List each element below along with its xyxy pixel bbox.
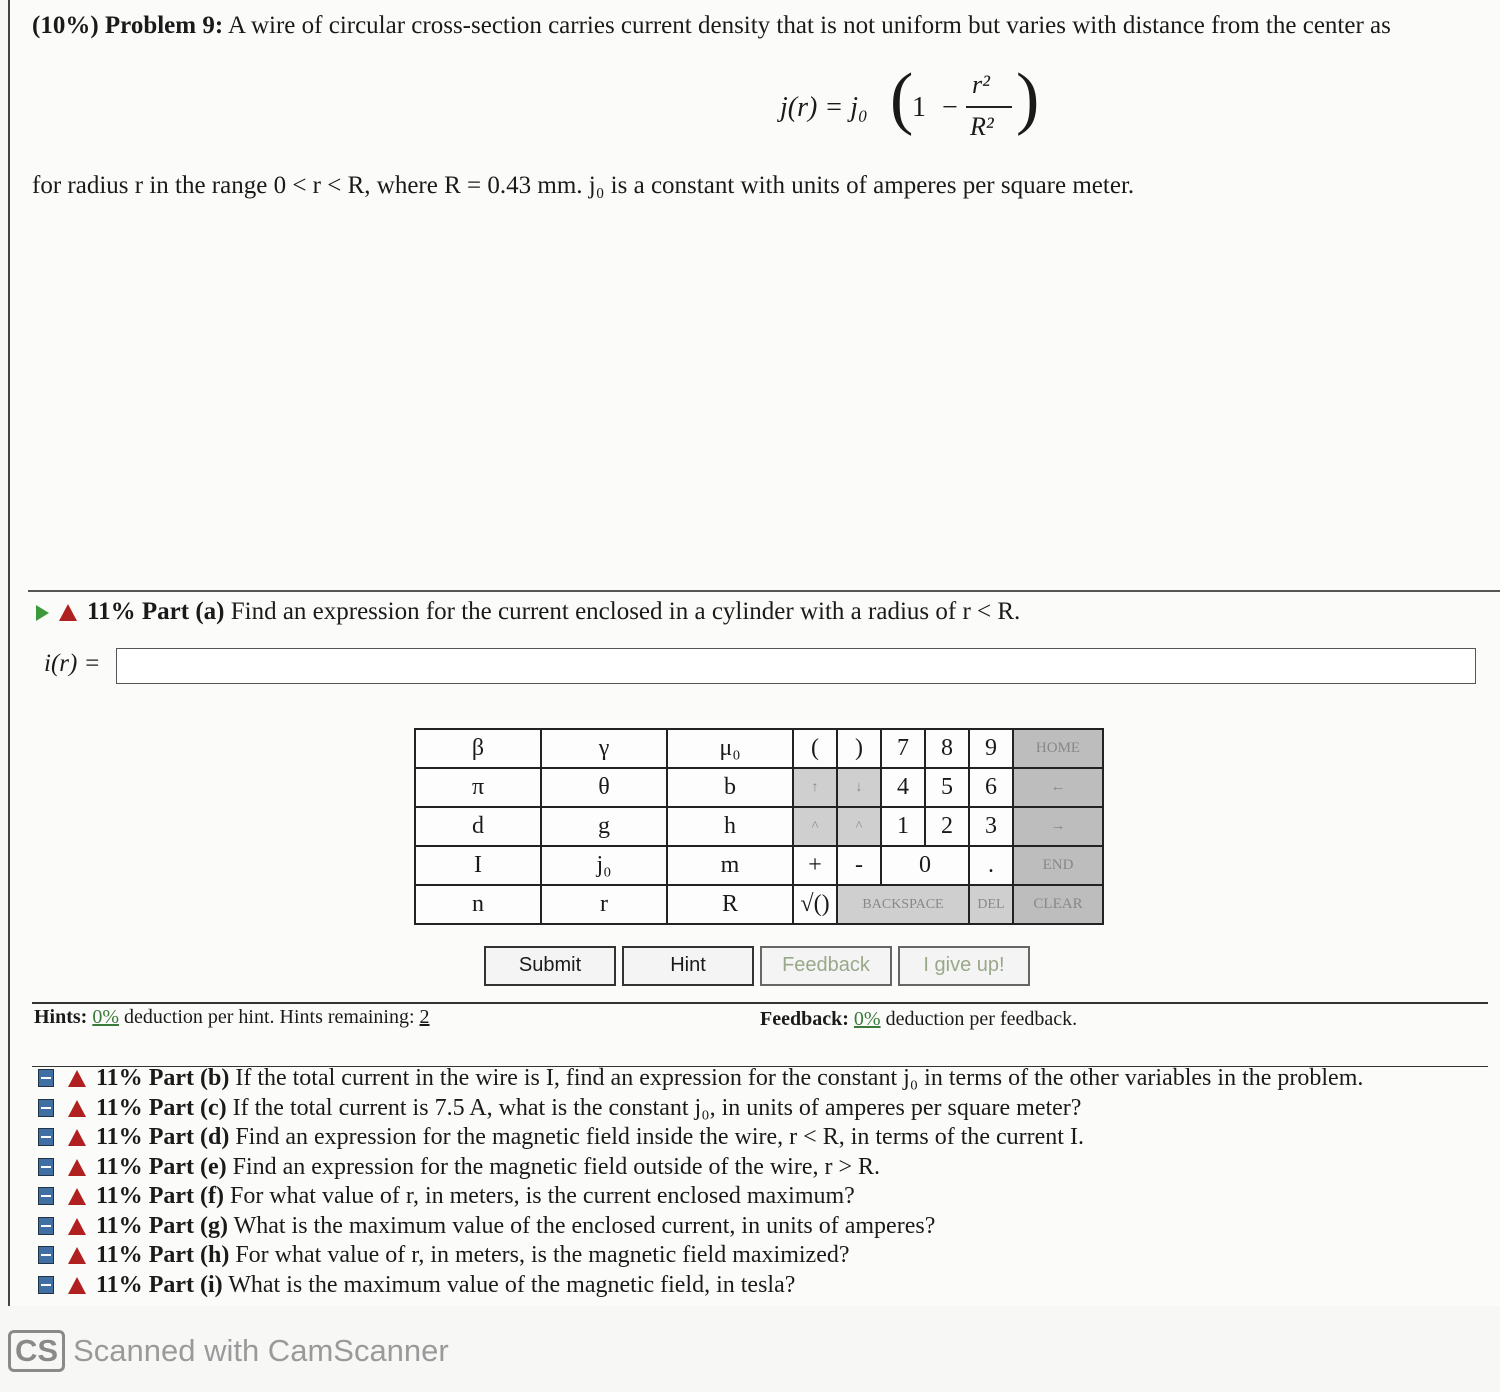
part-percent: 11% (96, 1124, 143, 1150)
warning-icon (68, 1159, 86, 1176)
part-percent: 11% (96, 1212, 143, 1239)
formula-fraction-bar (966, 106, 1012, 108)
warning-icon (68, 1247, 86, 1264)
key-1[interactable]: 1 (881, 807, 925, 846)
key-right-arrow[interactable]: → (1013, 807, 1103, 846)
hints-info (34, 1006, 430, 1029)
expand-icon[interactable] (38, 1217, 54, 1235)
formula-close-paren: ) (1016, 60, 1040, 137)
problem-weight: (10%) (32, 12, 99, 39)
list-item[interactable] (38, 1123, 1363, 1153)
key-clear[interactable]: CLEAR (1013, 885, 1103, 924)
warning-icon (68, 1129, 86, 1146)
submit-button[interactable]: Submit (484, 946, 616, 986)
key-m[interactable]: m (667, 846, 793, 885)
camscanner-logo: CS (8, 1330, 65, 1372)
list-item[interactable] (38, 1094, 1363, 1124)
answer-input[interactable] (116, 648, 1476, 684)
key-R[interactable]: R (667, 885, 793, 924)
hints-text: deduction per hint. Hints remaining: (124, 1006, 415, 1028)
key-open-paren[interactable]: ( (793, 729, 837, 768)
key-3[interactable]: 3 (969, 807, 1013, 846)
key-g[interactable]: g (541, 807, 667, 846)
key-caret-1[interactable]: ^ (793, 807, 837, 846)
feedback-label: Feedback: (760, 1008, 849, 1030)
problem-header (32, 12, 1391, 40)
key-4[interactable]: 4 (881, 768, 925, 807)
key-7[interactable]: 7 (881, 729, 925, 768)
key-n[interactable]: n (415, 885, 541, 924)
camscanner-watermark (8, 1330, 449, 1372)
hints-pct: 0% (92, 1006, 120, 1028)
key-close-paren[interactable]: ) (837, 729, 881, 768)
key-j0[interactable]: j₀ (541, 846, 667, 885)
play-icon[interactable] (36, 605, 49, 621)
part-label: Part (d) (148, 1124, 230, 1150)
list-item[interactable] (38, 1241, 1363, 1271)
list-item[interactable] (38, 1271, 1363, 1301)
key-r[interactable]: r (541, 885, 667, 924)
key-backspace[interactable]: BACKSPACE (837, 885, 969, 924)
expand-icon[interactable] (38, 1099, 54, 1117)
part-a-panel (28, 590, 1500, 1062)
formula-numerator: r² (972, 70, 990, 99)
list-item[interactable] (38, 1182, 1363, 1212)
key-theta[interactable]: θ (541, 768, 667, 807)
part-percent: 11% (96, 1271, 143, 1298)
formula-lhs: j(r) = j₀ (780, 92, 868, 123)
part-percent: 11% (96, 1242, 143, 1268)
part-question: For what value of r, in meters, is the current enclosed maximum? (229, 1183, 855, 1209)
part-a-percent: 11% (87, 598, 136, 625)
part-percent: 11% (96, 1094, 143, 1121)
formula-denominator: R² (970, 112, 994, 141)
key-I[interactable]: I (415, 846, 541, 885)
hint-button[interactable]: Hint (622, 946, 754, 986)
warning-icon (68, 1218, 86, 1235)
formula-one: 1 (912, 92, 926, 123)
warning-icon (68, 1188, 86, 1205)
feedback-text: deduction per feedback. (885, 1008, 1078, 1030)
key-sqrt[interactable]: √() (793, 885, 837, 924)
key-9[interactable]: 9 (969, 729, 1013, 768)
key-mu0[interactable]: μ₀ (667, 729, 793, 768)
warning-icon (68, 1100, 86, 1117)
list-item[interactable] (38, 1212, 1363, 1242)
part-label: Part (e) (148, 1153, 227, 1180)
warning-icon (59, 604, 77, 621)
part-label: Part (i) (148, 1271, 223, 1298)
part-question: What is the maximum value of the magnetic field, in tesla? (228, 1271, 796, 1298)
part-a-label: Part (a) (141, 598, 225, 625)
answer-label: i(r) = (44, 650, 101, 677)
key-caret-2[interactable]: ^ (837, 807, 881, 846)
expand-icon[interactable] (38, 1069, 54, 1087)
part-question: What is the maximum value of the enclosed current, in units of amperes? (233, 1212, 936, 1239)
key-decimal[interactable]: . (969, 846, 1013, 885)
part-label: Part (c) (148, 1094, 227, 1121)
expand-icon[interactable] (38, 1187, 54, 1205)
part-question: Find an expression for the magnetic field inside the wire, r < R, in terms of the current I. (235, 1124, 1084, 1150)
key-5[interactable]: 5 (925, 768, 969, 807)
key-left-arrow[interactable]: ← (1013, 768, 1103, 807)
key-end[interactable]: END (1013, 846, 1103, 885)
part-percent: 11% (96, 1153, 143, 1180)
feedback-pct: 0% (853, 1008, 881, 1030)
key-up-arrow[interactable]: ↑ (793, 768, 837, 807)
warning-icon (68, 1277, 86, 1294)
remaining-parts-list (38, 1064, 1363, 1300)
hints-remaining: 2 (419, 1006, 430, 1028)
feedback-info (760, 1008, 1077, 1031)
current-density-formula (780, 60, 1040, 154)
expand-icon[interactable] (38, 1276, 54, 1294)
feedback-button[interactable]: Feedback (760, 946, 892, 986)
part-percent: 11% (96, 1183, 143, 1209)
part-label: Part (f) (148, 1183, 224, 1209)
key-0[interactable]: 0 (881, 846, 969, 885)
key-h[interactable]: h (667, 807, 793, 846)
key-down-arrow[interactable]: ↓ (837, 768, 881, 807)
key-gamma[interactable]: γ (541, 729, 667, 768)
hints-label: Hints: (34, 1006, 88, 1028)
formula-open-paren: ( (890, 60, 914, 137)
problem-label: Problem 9: (104, 12, 224, 39)
give-up-button[interactable]: I give up! (898, 946, 1030, 986)
expand-icon[interactable] (38, 1158, 54, 1176)
list-item[interactable] (38, 1064, 1363, 1094)
part-question: If the total current is 7.5 A, what is the constant j₀, in units of amperes per square meter? (232, 1094, 1082, 1121)
part-label: Part (g) (148, 1212, 228, 1239)
key-minus[interactable]: - (837, 846, 881, 885)
key-d[interactable]: d (415, 807, 541, 846)
list-item[interactable] (38, 1153, 1363, 1183)
part-question: For what value of r, in meters, is the magnetic field maximized? (235, 1242, 850, 1268)
part-question: If the total current in the wire is I, find an expression for the constant j₀ in terms of the other variables in the problem. (235, 1065, 1364, 1091)
key-2[interactable]: 2 (925, 807, 969, 846)
formula-minus: − (942, 92, 958, 123)
expand-icon[interactable] (38, 1246, 54, 1264)
part-a-question: Find an expression for the current enclosed in a cylinder with a radius of r < R. (230, 598, 1021, 625)
range-description: for radius r in the range 0 < r < R, where R = 0.43 mm. j₀ is a constant with units of amperes per square meter. (32, 172, 1135, 199)
part-label: Part (h) (148, 1242, 230, 1268)
key-6[interactable]: 6 (969, 768, 1013, 807)
key-plus[interactable]: + (793, 846, 837, 885)
equation-keypad (414, 728, 1104, 925)
key-beta[interactable]: β (415, 729, 541, 768)
divider (32, 1002, 1488, 1004)
expand-icon[interactable] (38, 1128, 54, 1146)
part-label: Part (b) (148, 1065, 230, 1091)
key-home[interactable]: HOME (1013, 729, 1103, 768)
watermark-text: Scanned with CamScanner (73, 1333, 449, 1368)
key-8[interactable]: 8 (925, 729, 969, 768)
warning-icon (68, 1070, 86, 1087)
part-percent: 11% (96, 1065, 143, 1091)
key-del[interactable]: DEL (969, 885, 1013, 924)
problem-statement: A wire of circular cross-section carries current density that is not uniform but varies with distance from the center as (228, 12, 1391, 39)
key-b[interactable]: b (667, 768, 793, 807)
part-a-title (36, 598, 1020, 626)
part-question: Find an expression for the magnetic field outside of the wire, r > R. (232, 1153, 881, 1180)
key-pi[interactable]: π (415, 768, 541, 807)
